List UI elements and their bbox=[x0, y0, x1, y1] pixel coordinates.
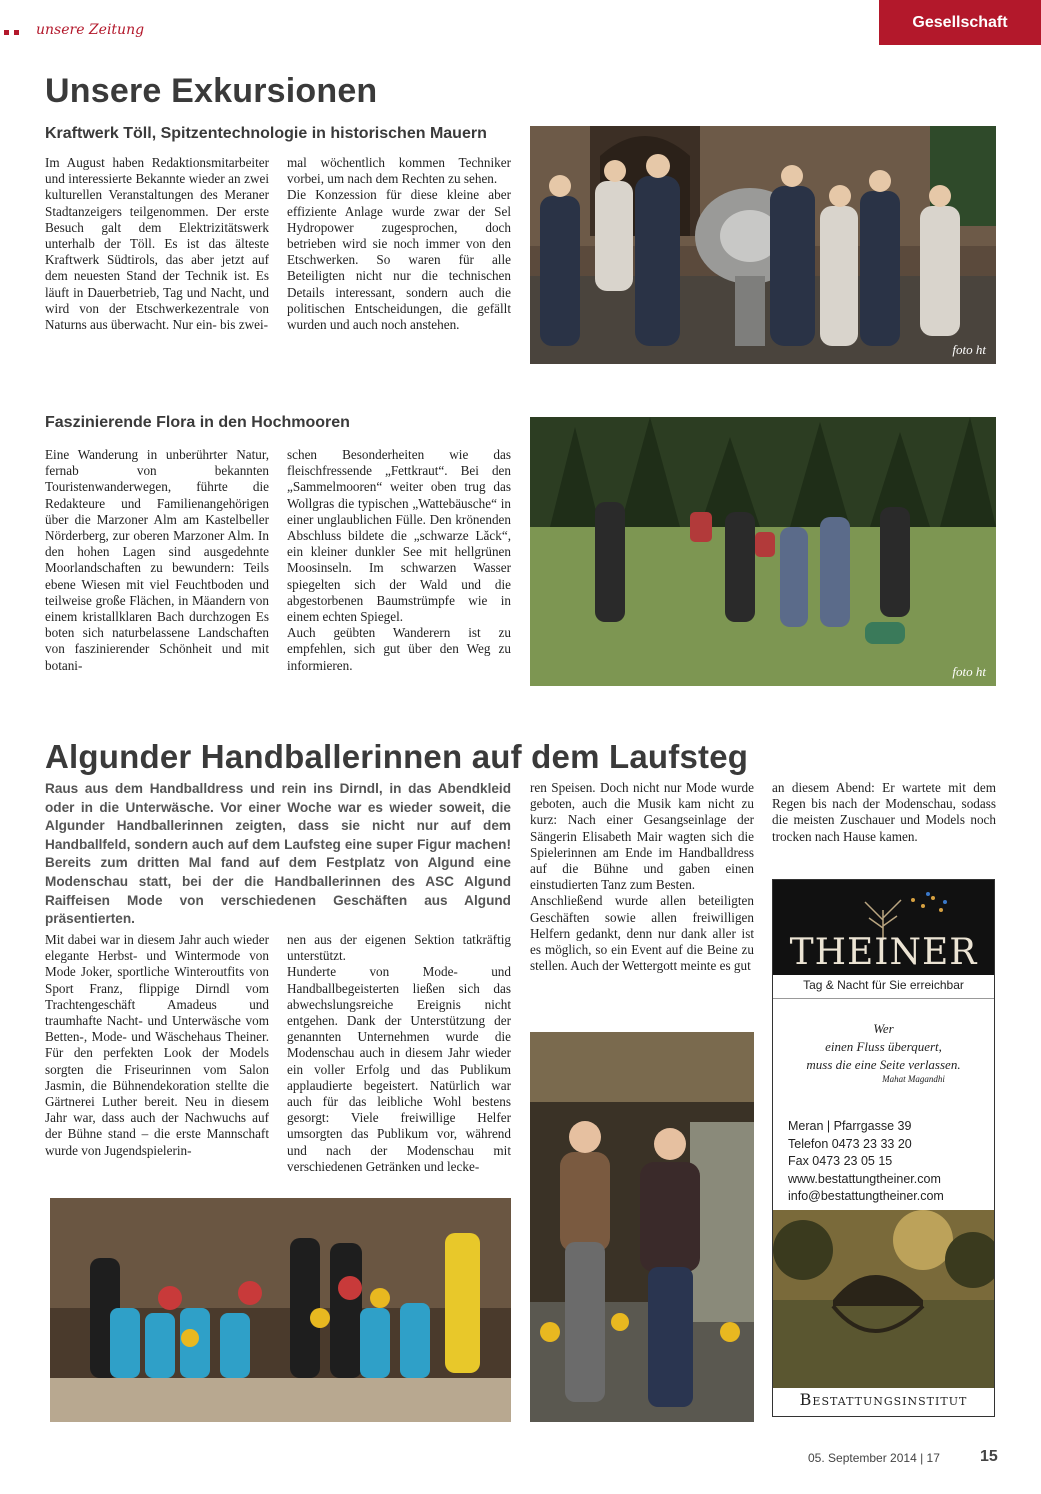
kraftwerk-col2-para-2: Die Konzession für diese kleine aber effiziente Anlage wurde zwar der Sel Hydropower zugesprochen, doch betrieben wird sie noch immer von den Etschwerken. So waren für alle Beteiligten nicht nur die technischen Details interessant, sondern auch die politischen Entscheidungen, die gefällt wurden und auch noch anstehen. bbox=[287, 187, 511, 333]
ad-header-dark bbox=[773, 880, 994, 975]
photo-hikers-illustration bbox=[530, 417, 996, 686]
flora-col1-text: Eine Wanderung in unberührter Natur, fernab von bekannten Touristenwanderwegen, führte die Redakteure und Familienangehörigen über die Marzoner Alm am Kastelbeller Nörderberg, zur oberen Marzoner Alm. In den hohen Lagen sind ausgedehnte Moorlandschaften zu bewundern: Teils ebene Wiesen mit viel Feuchtboden und teilweise große Flächen, in Mäandern von einem kristallklaren Bach durchzogen Es boten sich naturbelassene Landschaften von faszinierender Schönheit und mit botani- bbox=[45, 447, 269, 673]
ad-email[interactable]: info@bestattungtheiner.com bbox=[788, 1189, 944, 1203]
ad-bridge-photo bbox=[773, 1210, 994, 1388]
handball-col3-para-2: Anschließend wurde allen beteiligten Geschäften sowie allen freiwilligen Helfern gedankt, denn nur dank aller ist es möglich, so ein Event auf die Beine zu stellen. Auch der Wettergott meinte es gut bbox=[530, 893, 754, 974]
handball-col2-para-2: Hunderte von Mode- und Handballbegeisterten ließen sich das abwechslungsreiche Ereignis nicht entgehen. Dank der Unterstützung der genannten Unternehmen wurde die Modenschau auch in diesem Jahr wieder ein voller Erfolg und das Publikum applaudierte begeistert. Natürlich war auch für das leibliche Wohl bestens gesorgt: Viele freiwillige Helfer umsorgten das Publikum vor, während und nach der Modenschau mit verschiedenen Getränken und lecke- bbox=[287, 964, 511, 1174]
publication-logo: unsere Zeitung bbox=[36, 22, 145, 38]
handball-col3-para-1: ren Speisen. Doch nicht nur Mode wurde geboten, auch die Musik kam nicht zu kurz: Nach einer Gesangseinlage der Sängerin Elisabeth Mair wagten sich die Spielerinnen am Ende im Handballdress auf die Bühne und gaben einen einstudierten Tanz zum Besten. bbox=[530, 780, 754, 893]
handball-column-4 bbox=[772, 780, 996, 845]
handball-col1-text: Mit dabei war in diesem Jahr auch wieder elegante Herbst- und Wintermode von Mode Joker, sportliche Winteroutfits von Sport Franz, flippige Dirndl vom Trachtengeschäft Amadeus und traumhafte Nacht- und Unterwäsche vom Betten-, Mode- und Wäschehaus Theiner. Für den perfekten Look der Models sorgten die Friseurinnen vom Salon Jasmin, die Bühnendekoration stellte die Gärtnerei Luther bereit. Neu in diesem Jahr war, dass auch der Nachwuchs auf der Bühne stand – die erste Mannschaft wurde von Jugendspielerin- bbox=[45, 932, 269, 1158]
photo-models-illustration bbox=[530, 1032, 754, 1422]
section-tab: Gesellschaft bbox=[879, 0, 1041, 45]
ad-divider bbox=[773, 998, 994, 999]
handball-column-3 bbox=[530, 780, 754, 974]
handball-col2-para-1: nen aus der eigenen Sektion tatkräftig unterstützt. bbox=[287, 932, 511, 964]
photo-two-models bbox=[530, 1032, 754, 1422]
ad-footer-label: Bestattungsinstitut bbox=[799, 1390, 968, 1409]
ad-quote-line-3: muss die eine Seite verlassen. bbox=[806, 1057, 961, 1072]
subheading-flora: Faszinierende Flora in den Hochmooren bbox=[45, 414, 350, 431]
flora-col2-para-2: Auch geübten Wanderern ist zu empfehlen, sich gut über den Weg zu informieren. bbox=[287, 625, 511, 673]
handball-column-1 bbox=[45, 932, 269, 1159]
subheading-kraftwerk: Kraftwerk Töll, Spitzentechnologie in historischen Mauern bbox=[45, 125, 487, 142]
flora-column-2 bbox=[287, 447, 511, 674]
page-number: 15 bbox=[980, 1448, 998, 1465]
photo-credit-flora: foto ht bbox=[952, 664, 986, 679]
ad-quote-line-1: Wer bbox=[873, 1021, 894, 1036]
ad-tagline: Tag & Nacht für Sie erreichbar bbox=[803, 978, 964, 992]
photo-kraftwerk-group bbox=[530, 126, 996, 364]
flora-column-1 bbox=[45, 447, 269, 674]
handball-lead: Raus aus dem Handballdress und rein ins Dirndl, in das Abendkleid oder in die Unterwäsche. Vor einer Woche war es wieder soweit, die Algunder Handballerinnen zeigten, dass sie nicht nur auf dem Handballfeld, sondern auch auf dem Laufsteg eine super Figur machen! Bereits zum dritten Mal fand auf dem Festplatz von Algund eine Modenschau statt, bei der die Handballerinnen des ASC Algund Raiffeisen Mode von verschiedenen Geschäften aus Algund präsentierten. bbox=[45, 781, 511, 927]
ad-quote bbox=[773, 1020, 994, 1085]
photo-team-illustration bbox=[50, 1198, 511, 1422]
footer-date-issue: 05. September 2014 | 17 bbox=[808, 1451, 940, 1465]
article-title-exkursionen: Unsere Exkursionen bbox=[45, 72, 378, 110]
photo-hikers-meadow bbox=[530, 417, 996, 686]
kraftwerk-col2-para-1: mal wöchentlich kommen Techniker vorbei, um nach dem Rechten zu sehen. bbox=[287, 155, 511, 187]
ad-quote-line-2: einen Fluss überquert, bbox=[825, 1039, 942, 1054]
ad-phone: Telefon 0473 23 33 20 bbox=[788, 1136, 912, 1151]
bridge-illustration bbox=[773, 1210, 994, 1388]
ad-address: Meran | Pfarrgasse 39 bbox=[788, 1119, 912, 1133]
article-title-handball: Algunder Handballerinnen auf dem Laufsteg bbox=[45, 738, 749, 775]
ad-website[interactable]: www.bestattungtheiner.com bbox=[788, 1171, 941, 1186]
handball-col4-text: an diesem Abend: Er wartete mit dem Regen bis nach der Modenschau, sodass die meisten Zuschauer und Models noch trocken nach Hause kamen. bbox=[772, 780, 996, 844]
flora-col2-para-1: schen Besonderheiten wie das fleischfressende „Fettkraut“. Bei den „Sammelmooren“ weiter oben trug das Wollgras die typischen „Wattebäusche“ in einer unglaublichen Fülle. Den krönenden Abschluss bildete die „schwarze Lăck“, ein kleiner dunkler See mit hellgrünen Moosinseln. Im schwarzen Wasser spiegelten sich der Wald und die abgestorbenen Baumstrümpfe wie in einem echten Spiegel. bbox=[287, 447, 511, 625]
kraftwerk-col1-text: Im August haben Redaktionsmitarbeiter und interessierte Bekannte wieder an zwei kulturellen Veranstaltungen des Meraner Stadtanzeigers teilgenommen. Der erste Besuch galt dem Elektrizitätswerk unterhalb der Töll. Es ist das älteste Kraftwerk Südtirols, das aber jetzt auf dem neuesten Stand der Technik ist. Es läuft in Dauerbetrieb, Tag und Nacht, und wird von der Etschwerkezentrale von Naturns aus überwacht. Nur ein- bis zwei- bbox=[45, 155, 269, 333]
header-square-2 bbox=[14, 30, 19, 35]
photo-handball-team bbox=[50, 1198, 511, 1422]
header-square-1 bbox=[4, 30, 9, 35]
kraftwerk-column-1 bbox=[45, 155, 269, 333]
photo-kraftwerk-illustration bbox=[530, 126, 996, 364]
photo-credit-kraftwerk: foto ht bbox=[952, 342, 986, 357]
handball-column-2 bbox=[287, 932, 511, 1175]
ad-quote-author: Mahat Magandhi bbox=[882, 1074, 945, 1084]
ad-theiner bbox=[772, 879, 995, 1417]
ad-brand: THEINER bbox=[789, 932, 978, 973]
kraftwerk-column-2 bbox=[287, 155, 511, 333]
ad-fax: Fax 0473 23 05 15 bbox=[788, 1154, 893, 1168]
ad-contact bbox=[788, 1118, 944, 1206]
